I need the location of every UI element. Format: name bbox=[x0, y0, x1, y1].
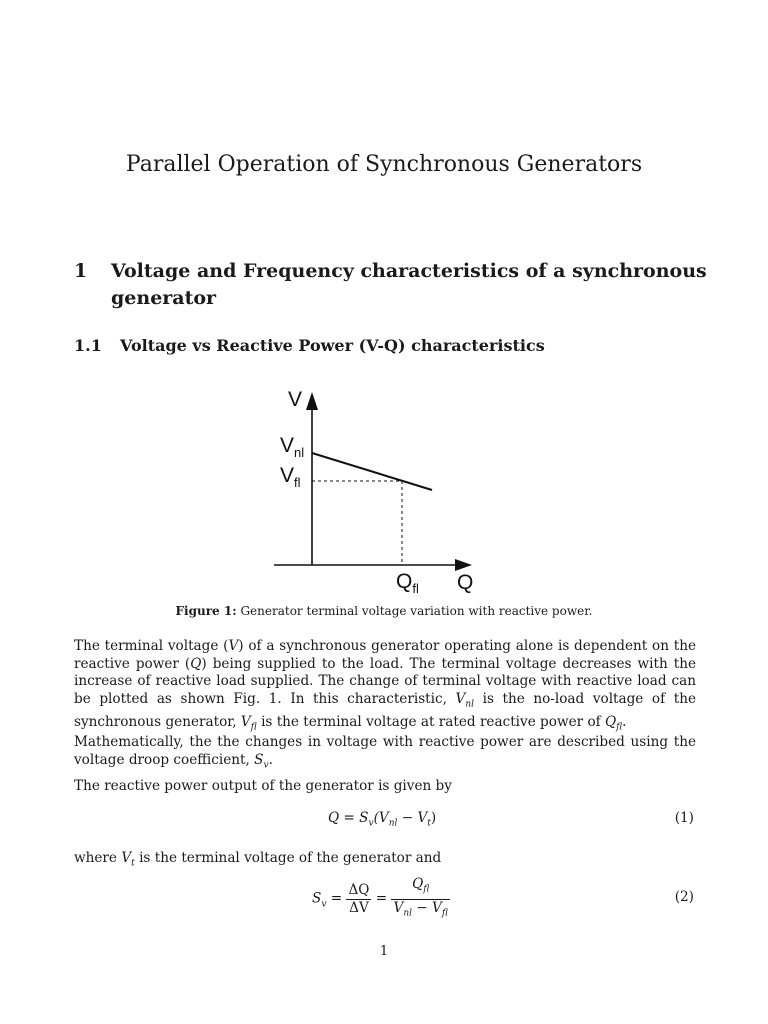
page-number: 1 bbox=[379, 944, 389, 959]
equation-1: $Q = S_v(V_{nl} - V_t)$ bbox=[328, 810, 437, 829]
equation-2: $S_v$ = $\frac{\Delta Q}{\Delta V}$ = $\frac{Q_{fl}}{V_{nl} - V_{fl}}$ bbox=[312, 876, 450, 922]
droop-line bbox=[312, 453, 432, 490]
paragraph-3: The reactive power output of the generator is given by bbox=[74, 778, 452, 794]
vfl-label: $V_{fl}$ bbox=[280, 464, 301, 490]
equation-1-number: (1) bbox=[674, 810, 694, 826]
v-axis-arrow bbox=[306, 392, 318, 410]
paragraph-2: Mathematically, the the changes in voltage with reactive power are described using the voltage droop coefficient, $S_v$. bbox=[74, 734, 696, 771]
caption-text: Generator terminal voltage variation with reactive power. bbox=[240, 604, 593, 618]
fraction-delta: $\frac{\Delta Q}{\Delta V}$ bbox=[348, 881, 370, 916]
v-axis-label: V bbox=[288, 388, 303, 411]
fraction-qfl: $\frac{Q_{fl}}{V_{nl} - V_{fl}}$ bbox=[393, 876, 448, 919]
paragraph-4: where $V_t$ is the terminal voltage of the generator and bbox=[74, 850, 442, 869]
figure-caption bbox=[0, 604, 768, 618]
vnl-label: $V_{nl}$ bbox=[280, 434, 305, 460]
subsection-number: 1.1 bbox=[74, 336, 102, 355]
qfl-label: $Q_{fl}$ bbox=[396, 570, 419, 596]
q-axis-arrow bbox=[455, 559, 472, 571]
equation-2-number: (2) bbox=[674, 889, 694, 905]
vq-figure bbox=[260, 380, 490, 600]
paragraph-1: The terminal voltage (V) of a synchronous generator operating alone is dependent on the reactive power (Q) being supplied to the load. The terminal voltage decreases with the increase of reactive load supplied. The change of terminal voltage with reactive load can be plotted as shown Fig. 1. In this characteristic, $V_{nl}$ is the no-load voltage of the synchronous generator, $V_{fl}$ is the terminal voltage at rated reactive power of $Q_{fl}$. bbox=[74, 638, 697, 733]
section-number: 1 bbox=[74, 260, 88, 282]
paper-title: Parallel Operation of Synchronous Generators bbox=[125, 152, 643, 177]
q-axis-label: Q bbox=[457, 571, 474, 594]
subsection-title: Voltage vs Reactive Power (V-Q) characteristics bbox=[120, 336, 545, 355]
caption-label: Figure 1: bbox=[175, 604, 237, 618]
section-title: Voltage and Frequency characteristics of a synchronous generator bbox=[111, 260, 707, 309]
